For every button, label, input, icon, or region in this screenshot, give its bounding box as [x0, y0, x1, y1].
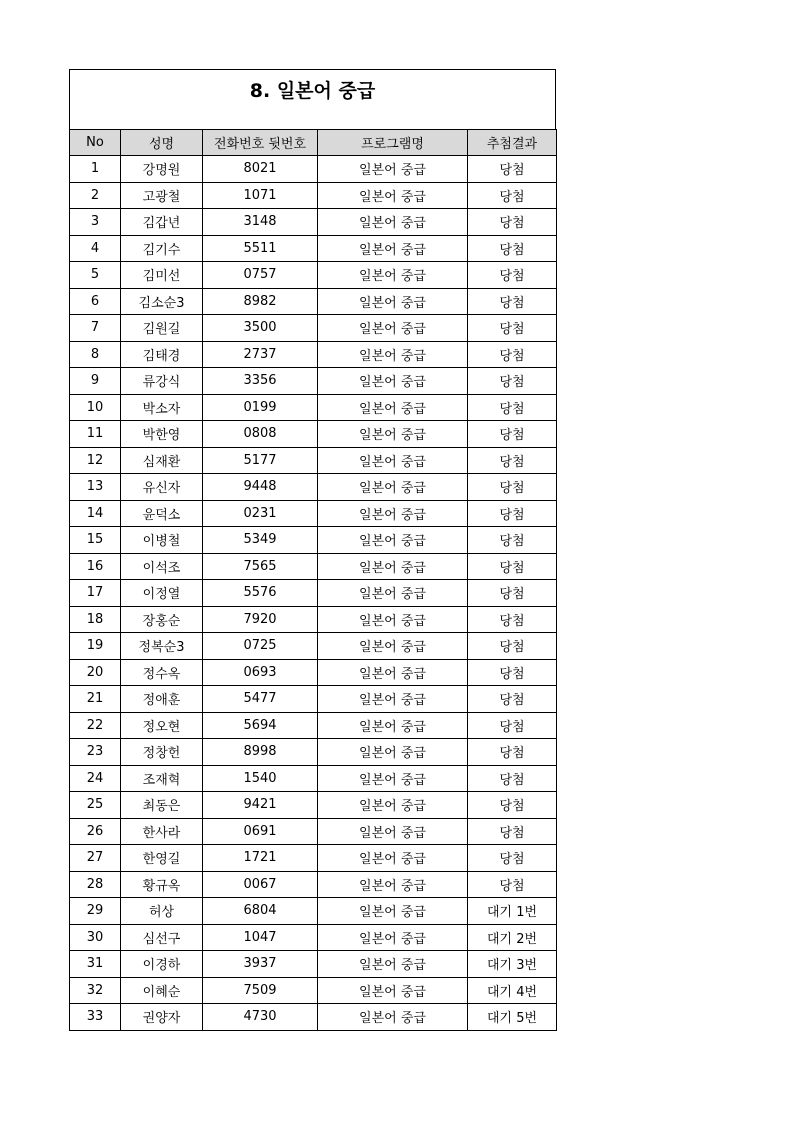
cell-program: 일본어 중급 — [318, 739, 468, 766]
table-row — [70, 977, 557, 1004]
cell-program: 일본어 중급 — [318, 898, 468, 925]
cell-program: 일본어 중급 — [318, 527, 468, 554]
cell-name: 류강식 — [121, 368, 203, 395]
cell-result: 당첨 — [468, 209, 557, 236]
table-row — [70, 156, 557, 183]
cell-result: 당첨 — [468, 368, 557, 395]
cell-phone: 8998 — [203, 739, 318, 766]
column-header-program: 프로그램명 — [318, 130, 468, 156]
table-row — [70, 845, 557, 872]
cell-no: 4 — [70, 235, 121, 262]
cell-no: 32 — [70, 977, 121, 1004]
cell-program: 일본어 중급 — [318, 394, 468, 421]
column-header-name: 성명 — [121, 130, 203, 156]
header-row — [70, 130, 557, 156]
cell-result: 당첨 — [468, 341, 557, 368]
cell-no: 3 — [70, 209, 121, 236]
cell-phone: 1721 — [203, 845, 318, 872]
cell-program: 일본어 중급 — [318, 659, 468, 686]
table-row — [70, 315, 557, 342]
cell-program: 일본어 중급 — [318, 845, 468, 872]
cell-program: 일본어 중급 — [318, 818, 468, 845]
cell-program: 일본어 중급 — [318, 209, 468, 236]
cell-phone: 2737 — [203, 341, 318, 368]
cell-phone: 0691 — [203, 818, 318, 845]
cell-no: 10 — [70, 394, 121, 421]
table-row — [70, 394, 557, 421]
cell-program: 일본어 중급 — [318, 500, 468, 527]
cell-no: 17 — [70, 580, 121, 607]
cell-name: 이혜순 — [121, 977, 203, 1004]
cell-name: 허상 — [121, 898, 203, 925]
table-row — [70, 262, 557, 289]
cell-program: 일본어 중급 — [318, 580, 468, 607]
cell-no: 25 — [70, 792, 121, 819]
table-row — [70, 633, 557, 660]
cell-name: 윤덕소 — [121, 500, 203, 527]
cell-program: 일본어 중급 — [318, 686, 468, 713]
cell-program: 일본어 중급 — [318, 315, 468, 342]
cell-name: 이정열 — [121, 580, 203, 607]
cell-program: 일본어 중급 — [318, 156, 468, 183]
cell-program: 일본어 중급 — [318, 288, 468, 315]
cell-name: 김미선 — [121, 262, 203, 289]
cell-name: 정애훈 — [121, 686, 203, 713]
cell-phone: 5576 — [203, 580, 318, 607]
table-row — [70, 474, 557, 501]
cell-name: 정복순3 — [121, 633, 203, 660]
page-title: 8. 일본어 중급 — [249, 80, 376, 102]
cell-name: 고광철 — [121, 182, 203, 209]
cell-result: 당첨 — [468, 394, 557, 421]
cell-result: 당첨 — [468, 288, 557, 315]
cell-result: 당첨 — [468, 500, 557, 527]
cell-phone: 5694 — [203, 712, 318, 739]
table-row — [70, 686, 557, 713]
cell-no: 24 — [70, 765, 121, 792]
cell-program: 일본어 중급 — [318, 447, 468, 474]
cell-result: 대기 2번 — [468, 924, 557, 951]
cell-phone: 6804 — [203, 898, 318, 925]
result-sheet — [69, 69, 556, 1031]
cell-name: 심선구 — [121, 924, 203, 951]
cell-name: 김태경 — [121, 341, 203, 368]
cell-program: 일본어 중급 — [318, 262, 468, 289]
cell-name: 김갑년 — [121, 209, 203, 236]
table-row — [70, 182, 557, 209]
table-row — [70, 871, 557, 898]
cell-no: 28 — [70, 871, 121, 898]
cell-phone: 0231 — [203, 500, 318, 527]
cell-result: 당첨 — [468, 447, 557, 474]
cell-phone: 5177 — [203, 447, 318, 474]
cell-no: 15 — [70, 527, 121, 554]
cell-phone: 5511 — [203, 235, 318, 262]
cell-no: 27 — [70, 845, 121, 872]
cell-result: 당첨 — [468, 553, 557, 580]
cell-phone: 5349 — [203, 527, 318, 554]
cell-program: 일본어 중급 — [318, 235, 468, 262]
cell-result: 당첨 — [468, 659, 557, 686]
cell-name: 이경하 — [121, 951, 203, 978]
cell-result: 당첨 — [468, 792, 557, 819]
table-row — [70, 1004, 557, 1031]
table-row — [70, 606, 557, 633]
table-row — [70, 951, 557, 978]
table-row — [70, 898, 557, 925]
cell-name: 김기수 — [121, 235, 203, 262]
cell-name: 최동은 — [121, 792, 203, 819]
cell-result: 대기 1번 — [468, 898, 557, 925]
cell-result: 당첨 — [468, 315, 557, 342]
table-row — [70, 527, 557, 554]
cell-phone: 4730 — [203, 1004, 318, 1031]
table-row — [70, 447, 557, 474]
cell-no: 31 — [70, 951, 121, 978]
cell-name: 박한영 — [121, 421, 203, 448]
cell-no: 6 — [70, 288, 121, 315]
cell-result: 당첨 — [468, 845, 557, 872]
cell-program: 일본어 중급 — [318, 421, 468, 448]
cell-program: 일본어 중급 — [318, 633, 468, 660]
cell-name: 권양자 — [121, 1004, 203, 1031]
cell-phone: 3148 — [203, 209, 318, 236]
cell-result: 당첨 — [468, 765, 557, 792]
cell-result: 당첨 — [468, 606, 557, 633]
cell-phone: 0199 — [203, 394, 318, 421]
column-header-no: No — [70, 130, 121, 156]
cell-result: 대기 4번 — [468, 977, 557, 1004]
cell-program: 일본어 중급 — [318, 792, 468, 819]
cell-phone: 8021 — [203, 156, 318, 183]
cell-no: 12 — [70, 447, 121, 474]
cell-no: 7 — [70, 315, 121, 342]
cell-phone: 1071 — [203, 182, 318, 209]
cell-result: 당첨 — [468, 262, 557, 289]
cell-result: 대기 5번 — [468, 1004, 557, 1031]
cell-result: 당첨 — [468, 182, 557, 209]
cell-result: 당첨 — [468, 818, 557, 845]
cell-program: 일본어 중급 — [318, 341, 468, 368]
cell-phone: 3356 — [203, 368, 318, 395]
cell-result: 당첨 — [468, 156, 557, 183]
cell-no: 13 — [70, 474, 121, 501]
cell-no: 9 — [70, 368, 121, 395]
table-row — [70, 739, 557, 766]
cell-result: 당첨 — [468, 633, 557, 660]
cell-phone: 0757 — [203, 262, 318, 289]
cell-program: 일본어 중급 — [318, 182, 468, 209]
cell-phone: 9421 — [203, 792, 318, 819]
cell-no: 16 — [70, 553, 121, 580]
cell-phone: 7509 — [203, 977, 318, 1004]
cell-name: 정오현 — [121, 712, 203, 739]
cell-name: 이석조 — [121, 553, 203, 580]
cell-no: 19 — [70, 633, 121, 660]
table-row — [70, 288, 557, 315]
cell-program: 일본어 중급 — [318, 712, 468, 739]
cell-name: 심재환 — [121, 447, 203, 474]
cell-name: 이병철 — [121, 527, 203, 554]
cell-name: 장홍순 — [121, 606, 203, 633]
cell-name: 한영길 — [121, 845, 203, 872]
cell-no: 26 — [70, 818, 121, 845]
cell-name: 김원길 — [121, 315, 203, 342]
cell-program: 일본어 중급 — [318, 1004, 468, 1031]
cell-phone: 5477 — [203, 686, 318, 713]
cell-result: 대기 3번 — [468, 951, 557, 978]
cell-phone: 1047 — [203, 924, 318, 951]
column-header-phone: 전화번호 뒷번호 — [203, 130, 318, 156]
cell-name: 황규옥 — [121, 871, 203, 898]
cell-program: 일본어 중급 — [318, 977, 468, 1004]
cell-name: 조재혁 — [121, 765, 203, 792]
cell-no: 14 — [70, 500, 121, 527]
cell-result: 당첨 — [468, 580, 557, 607]
cell-name: 정창헌 — [121, 739, 203, 766]
table-row — [70, 818, 557, 845]
cell-result: 당첨 — [468, 474, 557, 501]
cell-program: 일본어 중급 — [318, 765, 468, 792]
cell-no: 30 — [70, 924, 121, 951]
cell-no: 22 — [70, 712, 121, 739]
cell-phone: 8982 — [203, 288, 318, 315]
cell-name: 강명원 — [121, 156, 203, 183]
cell-program: 일본어 중급 — [318, 368, 468, 395]
table-row — [70, 712, 557, 739]
table-row — [70, 500, 557, 527]
cell-phone: 7565 — [203, 553, 318, 580]
cell-result: 당첨 — [468, 235, 557, 262]
title-box — [69, 69, 556, 129]
cell-name: 한사라 — [121, 818, 203, 845]
cell-phone: 0808 — [203, 421, 318, 448]
table-row — [70, 580, 557, 607]
table-body — [70, 156, 557, 1031]
cell-result: 당첨 — [468, 527, 557, 554]
table-row — [70, 792, 557, 819]
cell-phone: 0725 — [203, 633, 318, 660]
table-row — [70, 209, 557, 236]
table-row — [70, 553, 557, 580]
cell-program: 일본어 중급 — [318, 474, 468, 501]
cell-result: 당첨 — [468, 871, 557, 898]
table-row — [70, 235, 557, 262]
table-row — [70, 368, 557, 395]
cell-no: 5 — [70, 262, 121, 289]
cell-no: 33 — [70, 1004, 121, 1031]
cell-result: 당첨 — [468, 739, 557, 766]
cell-no: 20 — [70, 659, 121, 686]
cell-phone: 0067 — [203, 871, 318, 898]
cell-name: 정수옥 — [121, 659, 203, 686]
cell-phone: 3937 — [203, 951, 318, 978]
cell-name: 김소순3 — [121, 288, 203, 315]
table-row — [70, 765, 557, 792]
cell-program: 일본어 중급 — [318, 606, 468, 633]
cell-result: 당첨 — [468, 686, 557, 713]
cell-phone: 9448 — [203, 474, 318, 501]
cell-phone: 7920 — [203, 606, 318, 633]
cell-phone: 3500 — [203, 315, 318, 342]
table-row — [70, 421, 557, 448]
cell-program: 일본어 중급 — [318, 951, 468, 978]
cell-no: 21 — [70, 686, 121, 713]
cell-name: 유신자 — [121, 474, 203, 501]
cell-phone: 0693 — [203, 659, 318, 686]
cell-no: 1 — [70, 156, 121, 183]
cell-no: 29 — [70, 898, 121, 925]
column-header-result: 추첨결과 — [468, 130, 557, 156]
cell-phone: 1540 — [203, 765, 318, 792]
cell-no: 2 — [70, 182, 121, 209]
cell-name: 박소자 — [121, 394, 203, 421]
cell-no: 11 — [70, 421, 121, 448]
lottery-result-table — [69, 129, 557, 1031]
cell-result: 당첨 — [468, 712, 557, 739]
cell-program: 일본어 중급 — [318, 924, 468, 951]
table-row — [70, 659, 557, 686]
cell-no: 23 — [70, 739, 121, 766]
table-row — [70, 924, 557, 951]
table-row — [70, 341, 557, 368]
cell-no: 8 — [70, 341, 121, 368]
cell-program: 일본어 중급 — [318, 553, 468, 580]
cell-no: 18 — [70, 606, 121, 633]
cell-program: 일본어 중급 — [318, 871, 468, 898]
cell-result: 당첨 — [468, 421, 557, 448]
